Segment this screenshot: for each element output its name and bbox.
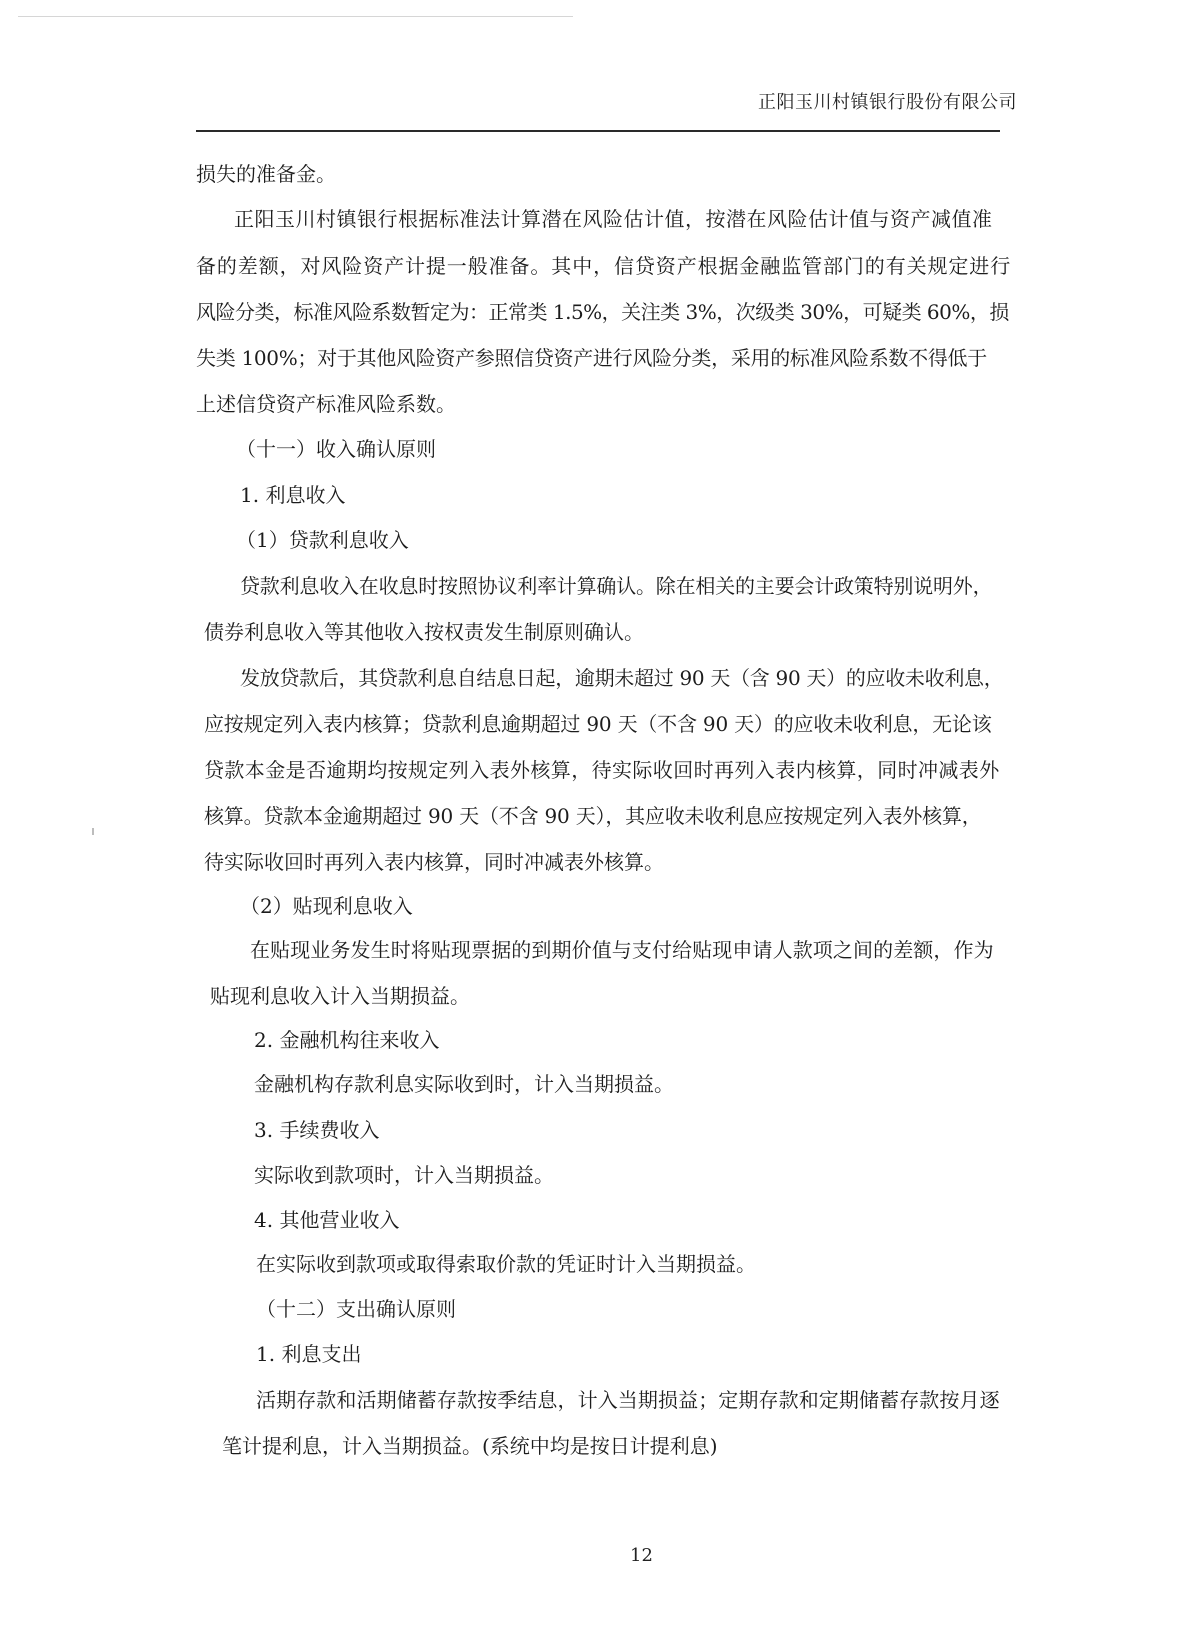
section-heading: （十二）支出确认原则 — [256, 1297, 456, 1321]
paragraph-line: 在实际收到款项或取得索取价款的凭证时计入当期损益。 — [256, 1252, 756, 1276]
header-company-name: 正阳玉川村镇银行股份有限公司 — [758, 92, 1017, 113]
paragraph-line: 活期存款和活期储蓄存款按季结息，计入当期损益；定期存款和定期储蓄存款按月逐 — [256, 1388, 1000, 1412]
paragraph-line: 笔计提利息，计入当期损益。(系统中均是按日计提利息) — [222, 1434, 718, 1458]
page-number: 12 — [630, 1545, 653, 1566]
scan-artifact-line — [18, 16, 573, 17]
paragraph-line: 实际收到款项时，计入当期损益。 — [254, 1163, 554, 1187]
paragraph-line: 待实际收回时再列入表内核算，同时冲减表外核算。 — [204, 850, 664, 874]
paragraph-line: 正阳玉川村镇银行根据标准法计算潜在风险估计值，按潜在风险估计值与资产减值准 — [234, 207, 993, 231]
subsection-heading: （2）贴现利息收入 — [240, 894, 413, 918]
paragraph-line: 核算。贷款本金逾期超过 90 天（不含 90 天），其应收未收利息应按规定列入表外核算， — [204, 804, 982, 828]
paragraph-line: 应按规定列入表内核算；贷款利息逾期超过 90 天（不含 90 天）的应收未收利息，无论该 — [204, 712, 992, 736]
paragraph-line: 贴现利息收入计入当期损益。 — [210, 984, 470, 1008]
paragraph-line: 备的差额，对风险资产计提一般准备。其中，信贷资产根据金融监管部门的有关规定进行 — [196, 254, 1012, 278]
scan-speck — [92, 828, 94, 835]
header-rule — [196, 130, 1000, 132]
subsection-heading: 4. 其他营业收入 — [254, 1208, 400, 1232]
paragraph-line: 贷款利息收入在收息时按照协议利率计算确认。除在相关的主要会计政策特别说明外， — [240, 574, 993, 598]
paragraph-line: 发放贷款后，其贷款利息自结息日起，逾期未超过 90 天（含 90 天）的应收未收利息， — [240, 666, 1004, 690]
paragraph-line: 风险分类，标准风险系数暂定为：正常类 1.5%，关注类 3%，次级类 30%，可疑类 60%，损 — [196, 300, 1009, 324]
paragraph-line: 上述信贷资产标准风险系数。 — [196, 392, 456, 416]
subsection-heading: 1. 利息收入 — [240, 483, 346, 507]
paragraph-line: 在贴现业务发生时将贴现票据的到期价值与支付给贴现申请人款项之间的差额，作为 — [250, 938, 994, 962]
paragraph-line: 债券利息收入等其他收入按权责发生制原则确认。 — [204, 620, 644, 644]
paragraph-line: 损失的准备金。 — [196, 162, 336, 186]
section-heading: （十一）收入确认原则 — [236, 437, 436, 461]
subsection-heading: （1）贷款利息收入 — [236, 528, 409, 552]
paragraph-line: 贷款本金是否逾期均按规定列入表外核算，待实际收回时再列入表内核算，同时冲减表外 — [204, 758, 1000, 782]
subsection-heading: 2. 金融机构往来收入 — [254, 1028, 440, 1052]
subsection-heading: 3. 手续费收入 — [254, 1118, 380, 1142]
paragraph-line: 金融机构存款利息实际收到时，计入当期损益。 — [254, 1072, 674, 1096]
subsection-heading: 1. 利息支出 — [256, 1342, 362, 1366]
paragraph-line: 失类 100%；对于其他风险资产参照信贷资产进行风险分类，采用的标准风险系数不得低于 — [196, 346, 987, 370]
